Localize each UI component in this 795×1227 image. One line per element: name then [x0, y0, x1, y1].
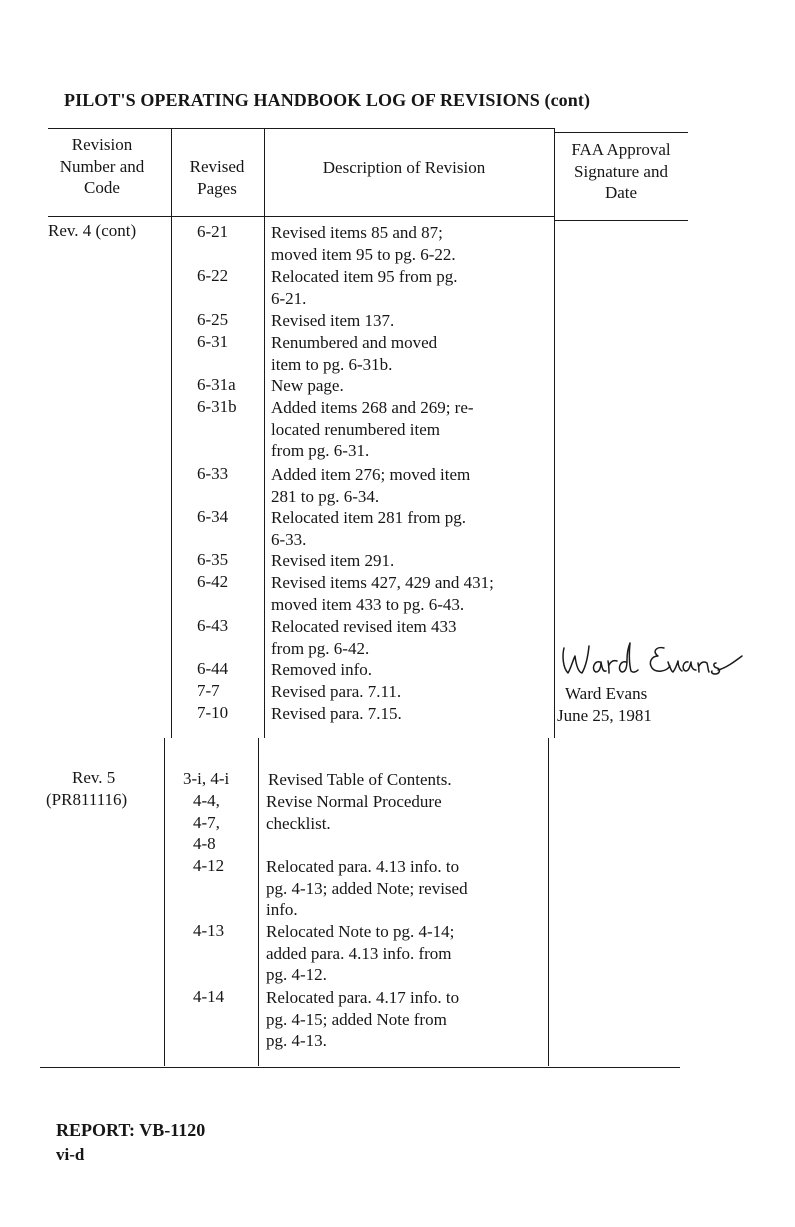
- revision-description: Revised Table of Contents.: [268, 770, 452, 789]
- report-number: REPORT: VB-1120: [56, 1120, 206, 1140]
- page-ref: 4-4, 4-7, 4-8: [193, 791, 220, 854]
- revision-description: Revised item 291.: [271, 551, 395, 570]
- column-divider-1-upper: [171, 128, 172, 738]
- column-divider-3-upper: [554, 128, 555, 738]
- header-description: Description of Revision: [322, 158, 486, 177]
- page-ref: 6-43: [197, 616, 229, 635]
- page-ref: 6-22: [197, 266, 229, 285]
- table-top-rule: [48, 128, 554, 129]
- page-ref: 6-34: [197, 507, 229, 526]
- header-bottom-rule: [48, 216, 554, 217]
- revision-description: New page.: [271, 376, 344, 395]
- page-ref: 6-25: [197, 310, 229, 329]
- page-ref: 6-33: [197, 464, 229, 483]
- revision-description: Revised items 427, 429 and 431; moved item 433 to pg. 6-43.: [271, 573, 494, 614]
- header-faa-approval: FAA Approval Signature and Date: [571, 140, 671, 202]
- page-ref: 6-31a: [197, 375, 236, 394]
- page-ref: 6-21: [197, 222, 229, 241]
- rev4-label: Rev. 4 (cont): [48, 221, 137, 240]
- approver-name: Ward Evans: [565, 684, 648, 703]
- rev5-code: (PR811116): [46, 790, 128, 809]
- rev5-label: Rev. 5: [72, 768, 116, 787]
- faa-header-bottom-rule: [554, 220, 688, 221]
- page-ref: 6-31b: [197, 397, 237, 416]
- column-divider-2-lower: [258, 738, 259, 1066]
- revision-description: Relocated para. 4.17 info. to pg. 4-15; added Note from pg. 4-13.: [266, 988, 460, 1051]
- column-divider-2-upper: [264, 128, 265, 738]
- revision-description: Removed info.: [271, 660, 373, 679]
- page-ref: 6-35: [197, 550, 229, 569]
- revision-description: Revised items 85 and 87; moved item 95 to pg. 6-22.: [271, 223, 456, 264]
- revision-description: Relocated Note to pg. 4-14; added para. 4.13 info. from pg. 4-12.: [266, 922, 455, 985]
- page-ref: 4-13: [193, 921, 225, 940]
- revision-description: Relocated item 281 from pg. 6-33.: [271, 508, 466, 549]
- revision-description: Relocated item 95 from pg. 6-21.: [271, 267, 458, 308]
- revision-description: Renumbered and moved item to pg. 6-31b.: [271, 333, 438, 374]
- page-ref: 6-31: [197, 332, 229, 351]
- faa-header-top-rule: [554, 132, 688, 133]
- page-ref: 4-14: [193, 987, 225, 1006]
- revision-description: Relocated para. 4.13 info. to pg. 4-13; added Note; revised info.: [266, 857, 468, 920]
- revision-description: Relocated revised item 433 from pg. 6-42.: [271, 617, 457, 658]
- revision-description: Added item 276; moved item 281 to pg. 6-34.: [271, 465, 471, 506]
- page-ref: 6-44: [197, 659, 229, 678]
- table-bottom-rule: [40, 1067, 680, 1068]
- page-ref: 3-i, 4-i: [183, 769, 230, 788]
- page-number: vi-d: [56, 1145, 85, 1164]
- page-ref: 7-7: [197, 681, 220, 700]
- page-title: PILOT'S OPERATING HANDBOOK LOG OF REVISIONS (cont): [64, 90, 591, 110]
- column-divider-1-lower: [164, 738, 165, 1066]
- revision-description: Added items 268 and 269; re- located renumbered item from pg. 6-31.: [271, 398, 474, 461]
- page-ref: 6-42: [197, 572, 229, 591]
- page-ref: 4-12: [193, 856, 225, 875]
- handwritten-signature: [560, 640, 744, 680]
- column-divider-3-lower: [548, 738, 549, 1066]
- header-revised-pages: Revised Pages: [189, 157, 245, 198]
- header-revision-code: Revision Number and Code: [59, 135, 145, 197]
- revision-description: Revise Normal Procedure checklist.: [266, 792, 442, 833]
- approval-date: June 25, 1981: [557, 706, 652, 725]
- revision-description: Revised para. 7.15.: [271, 704, 402, 723]
- revision-description: Revised item 137.: [271, 311, 395, 330]
- page-ref: 7-10: [197, 703, 229, 722]
- revision-description: Revised para. 7.11.: [271, 682, 402, 701]
